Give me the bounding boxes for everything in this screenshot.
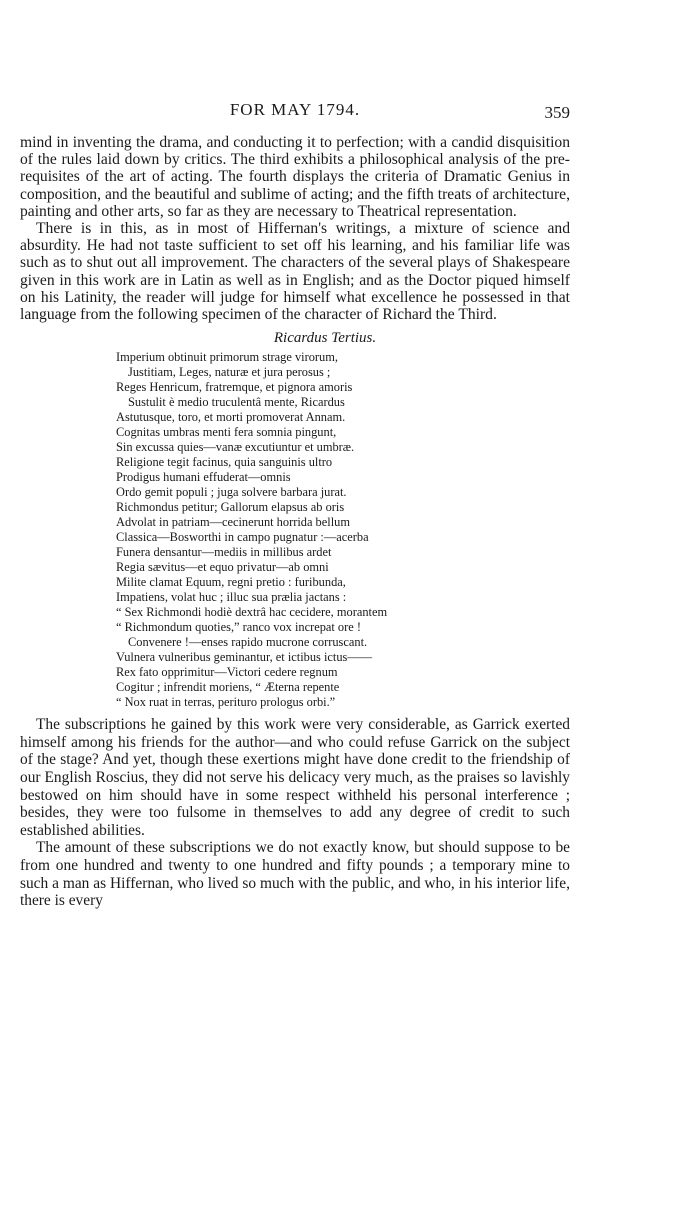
poem-line: Justitiam, Leges, naturæ et jura perosus ; <box>128 365 331 380</box>
latin-poem <box>116 350 570 710</box>
poem-line: Prodigus humani effuderat—omnis <box>116 470 291 485</box>
paragraph: There is in this, as in most of Hiffernan's writings, a mixture of science and absurdity. He had not taste sufficient to set off his learning, and his familiar life was such as to shut out all improvement. The characters of the several plays of Shakespeare given in this work are in Latin as well as in English; and as the Doctor piqued himself on his Latinity, the reader will judge for himself what excellence he possessed in that language from the following specimen of the character of Richard the Third. <box>20 220 570 324</box>
poem-line: Sin excussa quies—vanæ excutiuntur et umbræ. <box>116 440 355 455</box>
page-body <box>20 134 570 910</box>
poem-title: Ricardus Tertius. <box>273 330 377 347</box>
poem-line: Reges Henricum, fratremque, et pignora amoris <box>116 380 353 395</box>
poem-line: “ Richmondum quoties,” ranco vox increpat ore ! <box>116 620 361 635</box>
bottom-text <box>20 716 570 910</box>
poem-line: Cogitur ; infrendit moriens, “ Æterna repente <box>116 680 340 695</box>
page-header <box>20 100 570 126</box>
poem-line: Classica—Bosworthi in campo pugnatur :—acerba <box>116 530 369 545</box>
paragraph: mind in inventing the drama, and conducting it to perfection; with a candid disquisition of the rules laid down by critics. The third exhibits a philosophical analysis of the pre-requisites of the art of acting. The fourth displays the criteria of Dramatic Genius in composition, and the beautiful and sublime of acting; and the fifth treats of architecture, painting and other arts, so far as they are necessary to Theatrical representation. <box>20 134 570 220</box>
poem-line: Cognitas umbras menti fera somnia pingunt, <box>116 425 337 440</box>
poem-line: Vulnera vulneribus geminantur, et ictibus ictus—— <box>116 650 373 665</box>
poem-line: Astutusque, toro, et morti promoverat Annam. <box>116 410 346 425</box>
poem-line: Milite clamat Equum, regni pretio : furibunda, <box>116 575 346 590</box>
paragraph: The amount of these subscriptions we do not exactly know, but should suppose to be from one hundred and twenty to one hundred and fifty pounds ; a temporary mine to such a man as Hiffernan, who lived so much with the public, and who, in his interior life, there is every <box>20 839 570 910</box>
poem-line: Impatiens, volat huc ; illuc sua prælia jactans : <box>116 590 347 605</box>
page-number: 359 <box>544 103 570 122</box>
poem-line: Convenere !—enses rapido mucrone corruscant. <box>128 635 368 650</box>
poem-line: Rex fato opprimitur—Victori cedere regnum <box>116 665 338 680</box>
poem-line: Funera densantur—mediis in millibus ardet <box>116 545 332 560</box>
poem-line: Regia sævitus—et equo privatur—ab omni <box>116 560 329 575</box>
poem-line: Richmondus petitur; Gallorum elapsus ab oris <box>116 500 345 515</box>
paragraph: The subscriptions he gained by this work were very considerable, as Garrick exerted himself among his friends for the author—and who could refuse Garrick on the subject of the stage? And yet, though these exertions might have done credit to the friendship of our English Roscius, they did not serve his delicacy very much, as the praises so lavishly bestowed on him should have in some respect withheld his personal interference ; besides, they were too fulsome in themselves to add any degree of credit to such established abilities. <box>20 716 570 839</box>
running-head: FOR MAY 1794. <box>229 100 361 119</box>
poem-line: “ Nox ruat in terras, perituro prologus orbi.” <box>116 695 336 710</box>
poem-line: Ordo gemit populi ; juga solvere barbara jurat. <box>116 485 347 500</box>
poem-line: Imperium obtinuit primorum strage virorum, <box>116 350 338 365</box>
poem-line: “ Sex Richmondi hodiè dextrâ hac cecidere, morantem <box>116 605 388 620</box>
poem-line: Sustulit è medio truculentâ mente, Ricardus <box>128 395 345 410</box>
poem-line: Religione tegit facinus, quia sanguinis ultro <box>116 455 333 470</box>
poem-line: Advolat in patriam—cecinerunt horrida bellum <box>116 515 350 530</box>
